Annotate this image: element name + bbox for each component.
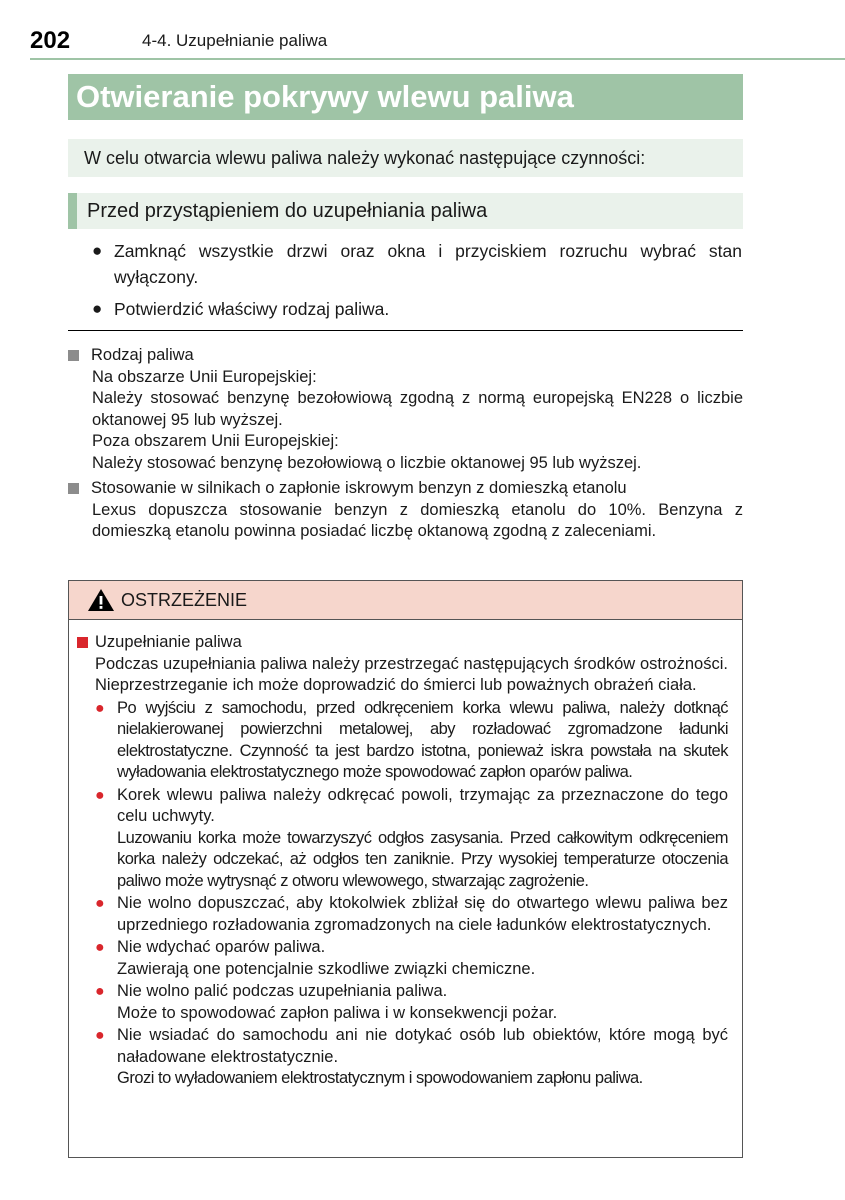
header-rule bbox=[30, 58, 845, 60]
note-heading bbox=[68, 478, 743, 500]
note-line: Poza obszarem Unii Europejskiej: bbox=[92, 432, 339, 450]
section-title: Przed przystąpieniem do uzupełniania paliwa bbox=[68, 193, 743, 229]
note-title: Rodzaj paliwa bbox=[91, 346, 194, 364]
warning-bullet-extra: Może to spowodować zapłon paliwa i w konsekwencji pożar. bbox=[117, 1003, 558, 1022]
main-title: Otwieranie pokrywy wlewu paliwa bbox=[68, 74, 743, 120]
note-line: Należy stosować benzynę bezołowiową zgodną z normą europejską EN228 o liczbie oktanowej 95 lub wyższej. bbox=[92, 389, 743, 429]
warning-bullet-text: Nie wolno palić podczas uzupełniania paliwa. bbox=[117, 982, 448, 1000]
warning-bullet-text: Korek wlewu paliwa należy odkręcać powoli, trzymając za przeznaczone do tego celu uchwyty. bbox=[117, 785, 728, 825]
divider bbox=[68, 330, 743, 331]
list-item bbox=[92, 296, 742, 322]
red-bullet-icon: ● bbox=[95, 939, 105, 956]
note-fuel-type bbox=[68, 345, 743, 474]
note-title: Stosowanie w silnikach o zapłonie iskrowym benzyn z domieszką etanolu bbox=[91, 479, 627, 497]
notes bbox=[68, 345, 743, 547]
square-bullet-icon bbox=[68, 350, 79, 361]
warning-bullet bbox=[95, 937, 728, 980]
warning-bullet-extra: Zawierają one potencjalnie szkodliwe związki chemiczne. bbox=[117, 959, 536, 978]
red-square-icon bbox=[77, 637, 88, 648]
square-bullet-icon bbox=[68, 483, 79, 494]
warning-bullet bbox=[95, 698, 728, 784]
warning-label: OSTRZEŻENIE bbox=[121, 589, 248, 610]
warning-bullet-text: Po wyjściu z samochodu, przed odkręceniem korka wlewu paliwa, należy dotknąć nielakierowanej powierzchni metalowej, aby rozładować zgromadzone ładunki elektrostatyczne. Czynność ta jest bardzo istotna, ponieważ iskra powstała na skutek wyładowania elektrostatycznego może spowodować zapłon oparów paliwa. bbox=[117, 698, 728, 781]
bullet-text: Potwierdzić właściwy rodzaj paliwa. bbox=[114, 299, 390, 319]
red-bullet-icon: ● bbox=[95, 983, 105, 1000]
warning-bullet bbox=[95, 981, 728, 1024]
warning-bullet-text: Nie wolno dopuszczać, aby ktokolwiek zbliżał się do otwartego wlewu paliwa bez uprzedniego rozładowania zgromadzonych na ciele ładunków elektrostatycznych. bbox=[117, 894, 728, 934]
note-line: Należy stosować benzynę bezołowiową o liczbie oktanowej 95 lub wyższej. bbox=[92, 453, 642, 472]
warning-bullet bbox=[95, 785, 728, 893]
warning-subtitle: Uzupełnianie paliwa bbox=[95, 633, 242, 651]
list-item bbox=[92, 238, 742, 290]
page-header bbox=[30, 26, 327, 56]
warning-bullet bbox=[95, 893, 728, 936]
warning-bullet-text: Nie wsiadać do samochodu ani nie dotykać osób lub obiektów, które mogą być naładowane elektrostatycznie. bbox=[117, 1026, 728, 1066]
warning-header bbox=[69, 581, 742, 620]
warning-subtitle-row bbox=[77, 632, 728, 654]
chapter-title: 4-4. Uzupełnianie paliwa bbox=[142, 31, 328, 50]
intro-text: W celu otwarcia wlewu paliwa należy wykonać następujące czynności: bbox=[68, 139, 743, 177]
warning-bullet-extra: Luzowaniu korka może towarzyszyć odgłos zasysania. Przed całkowitym odkręceniem korka należy odczekać, aż odgłos ten zaniknie. Przy wysokiej temperaturze otoczenia paliwo może wytrysnąć z otworu wlewowego, stwarzając zagrożenie. bbox=[117, 828, 728, 890]
warning-triangle-icon bbox=[87, 588, 115, 612]
red-bullet-icon: ● bbox=[95, 786, 105, 804]
bullet-icon: ● bbox=[92, 241, 103, 260]
warning-intro: Podczas uzupełniania paliwa należy przestrzegać następujących środków ostrożności. Nieprzestrzeganie ich może doprowadzić do śmierci lub poważnych obrażeń ciała. bbox=[95, 654, 728, 694]
bullet-icon: ● bbox=[92, 299, 103, 318]
red-bullet-icon: ● bbox=[95, 699, 105, 717]
warning-bullet-extra: Grozi to wyładowaniem elektrostatycznym i spowodowaniem zapłonu paliwa. bbox=[117, 1069, 643, 1087]
red-bullet-icon: ● bbox=[95, 1027, 105, 1044]
warning-box bbox=[68, 580, 743, 1158]
warning-content bbox=[69, 620, 742, 1090]
section-bullet-list bbox=[92, 238, 742, 328]
note-line: Lexus dopuszcza stosowanie benzyn z domieszką etanolu do 10%. Benzyna z domieszką etanolu powinna posiadać liczbę oktanową zgodną z zaleceniami. bbox=[92, 500, 743, 540]
warning-bullet bbox=[95, 1025, 728, 1090]
red-bullet-icon: ● bbox=[95, 895, 105, 912]
note-heading bbox=[68, 345, 743, 367]
note-ethanol bbox=[68, 478, 743, 543]
page-number: 202 bbox=[30, 27, 71, 54]
warning-bullet-text: Nie wdychać oparów paliwa. bbox=[117, 938, 326, 956]
note-line: Na obszarze Unii Europejskiej: bbox=[92, 367, 317, 386]
bullet-text: Zamknąć wszystkie drzwi oraz okna i przyciskiem rozruchu wybrać stan wyłączony. bbox=[114, 241, 742, 287]
